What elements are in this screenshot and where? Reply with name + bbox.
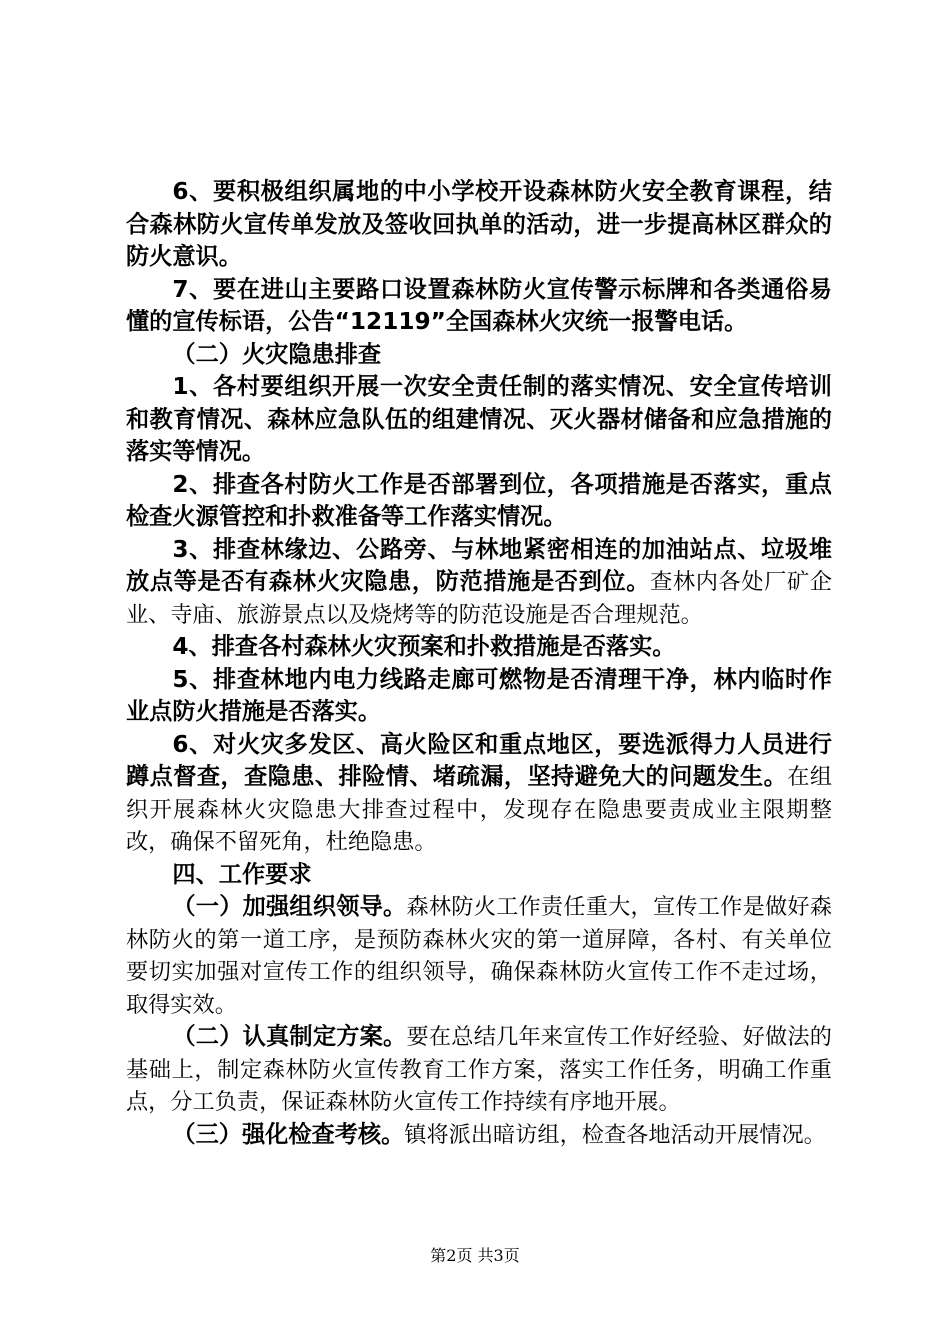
page-footer: 第2页 共3页 bbox=[430, 1246, 520, 1265]
paragraph-9: （一）加强组织领导。森林防火工作责任重大，宣传工作是做好森林防火的第一道工序，是预防森林火灾的第一道屏障，各村、有关单位要切实加强对宣传工作的组织领导，确保森林防火宣传工作不走过场，取得实效。 bbox=[126, 893, 832, 1018]
paragraph-5-continued: 查林内各处厂矿企业、寺庙、旅游景点以及烧烤等的防范设施是否合理规范。 bbox=[126, 569, 832, 628]
paragraph-8-continued: 在组织开展森林火灾隐患大排查过程中，发现存在隐患要责成业主限期整改，确保不留死角，杜绝隐患。 bbox=[126, 764, 833, 855]
paragraph-4: 2、排查各村防火工作是否部署到位，各项措施是否落实，重点检查火源管控和扑救准备等工作落实情况。 bbox=[126, 470, 832, 530]
paragraph-5: 3、排查林缘边、公路旁、与林地紧密相连的加油站点、垃圾堆放点等是否有森林火灾隐患，防范措施是否到位。查林内各处厂矿企业、寺庙、旅游景点以及烧烤等的防范设施是否合理规范。 bbox=[126, 535, 832, 628]
section-heading-work-requirements: 四、工作要求 bbox=[172, 860, 312, 888]
paragraph-3: 1、各村要组织开展一次安全责任制的落实情况、安全宣传培训和教育情况、森林应急队伍的组建情况、灭火器材储备和应急措施的落实等情况。 bbox=[126, 373, 832, 465]
paragraph-11: （三）强化检查考核。镇将派出暗访组，检查各地活动开展情况。 bbox=[172, 1120, 826, 1148]
document-body bbox=[126, 176, 832, 1151]
paragraph-11-continued: 镇将派出暗访组，检查各地活动开展情况。 bbox=[404, 1121, 826, 1148]
paragraph-10-continued: 要在总结几年来宣传工作好经验、好做法的基础上，制定森林防火宣传教育工作方案，落实工作任务，明确工作重点，分工负责，保证森林防火宣传工作持续有序地开展。 bbox=[126, 1024, 832, 1115]
paragraph-8: 6、对火灾多发区、高火险区和重点地区，要选派得力人员进行蹲点督查，查隐患、排险情、堵疏漏，坚持避免大的问题发生。在组织开展森林火灾隐患大排查过程中，发现存在隐患要责成业主限期整改，确保不留死角，杜绝隐患。 bbox=[126, 730, 833, 855]
paragraph-6: 4、排查各村森林火灾预案和扑救措施是否落实。 bbox=[172, 633, 676, 660]
paragraph-2: 7、要在进山主要路口设置森林防火宣传警示标牌和各类通俗易懂的宣传标语，公告“12119”全国森林火灾统一报警电话。 bbox=[126, 275, 832, 335]
section-heading-hazard-check: （二）火灾隐患排查 bbox=[172, 340, 382, 368]
paragraph-1: 6、要积极组织属地的中小学校开设森林防火安全教育课程，结合森林防火宣传单发放及签收回执单的活动，进一步提高林区群众的防火意识。 bbox=[126, 178, 832, 270]
paragraph-7: 5、排查林地内电力线路走廊可燃物是否清理干净，林内临时作业点防火措施是否落实。 bbox=[126, 665, 832, 725]
paragraph-10: （二）认真制定方案。要在总结几年来宣传工作好经验、好做法的基础上，制定森林防火宣传教育工作方案，落实工作任务，明确工作重点，分工负责，保证森林防火宣传工作持续有序地开展。 bbox=[126, 1023, 832, 1115]
paragraph-9-continued: 森林防火工作责任重大，宣传工作是做好森林防火的第一道工序，是预防森林火灾的第一道屏障，各村、有关单位要切实加强对宣传工作的组织领导，确保森林防火宣传工作不走过场，取得实效。 bbox=[126, 894, 832, 1018]
